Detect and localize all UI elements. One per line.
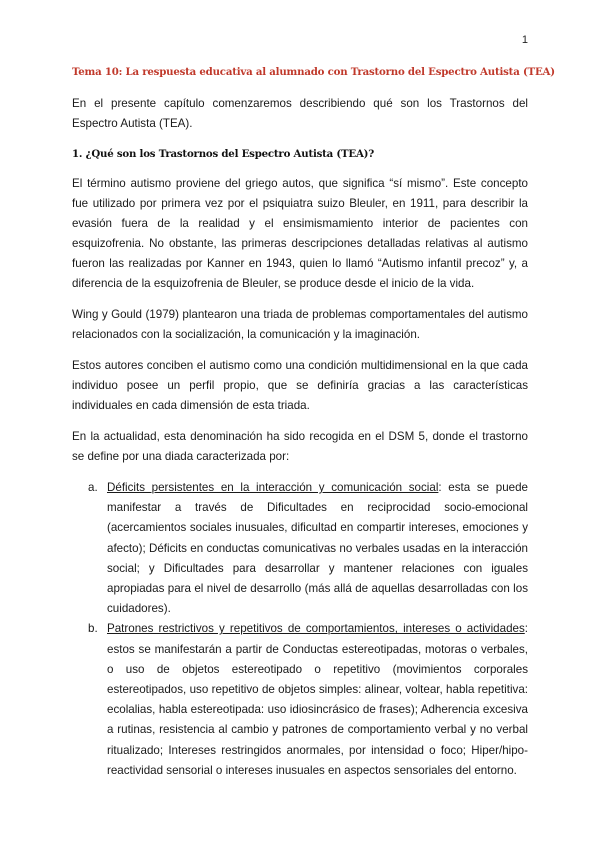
page-number: 1 — [521, 34, 528, 46]
section-heading: 1. ¿Qué son los Trastornos del Espectro Autista (TEA)? — [72, 148, 375, 160]
paragraph-origin: El término autismo proviene del griego autos, que significa “sí mismo”. Este concepto fue utilizado por primera vez por el psiquiatra suizo Bleuler, en 1911, para describir la evasión fuera de la realidad y el ensimismamiento interior de pacientes con esquizofrenia. No obstante, las primeras descripciones detalladas relativas al autismo fueron las realizadas por Kanner en 1943, quien lo llamó “Autismo infantil precoz” y, a diferencia de la esquizofrenia de Bleuler, se produce desde el inicio de la vida. — [72, 177, 528, 290]
paragraph-multidimensional: Estos autores conciben el autismo como una condición multidimensional en la que cada individuo posee un perfil propio, que se definiría gracias a las características individuales en cada dimensión de esta triada. — [72, 359, 528, 412]
intro-paragraph: En el presente capítulo comenzaremos describiendo qué son los Trastornos del Espectro Autista (TEA). — [72, 97, 528, 130]
list-marker: a. — [88, 481, 98, 494]
list-item-text: : esta se puede manifestar a través de Dificultades en reciprocidad socio-emocional (acercamientos sociales inusuales, dificultad en compartir intereses, emociones y afecto); Déficits en conductas comunicativas no verbales usadas en la interacción social; y Dificultades para desarrollar y mantener relaciones con iguales apropiadas para el nivel de desarrollo (más allá de aquellas desarrolladas con los cuidadores). — [107, 481, 528, 616]
document-body — [72, 66, 555, 781]
list-item-underlined: Patrones restrictivos y repetitivos de comportamientos, intereses o actividades — [107, 622, 525, 636]
list-marker: b. — [88, 622, 98, 636]
list-item-text: : estos se manifestarán a partir de Conductas estereotipadas, motoras o verbales, o uso de objetos estereotipado o repetitivo (movimientos corporales estereotipados, uso repetitivo de objetos simples: alinear, voltear, habla repetitiva: ecolalias, habla estereotipada: uso idiosincrásico de frases); Adherencia excesiva a rutinas, resistencia al cambio y patrones de comportamiento verbal y no verbal ritualizado; Intereses restringidos anormales, por intensidad o foco; Hiper/hipo-reactividad sensorial o intereses inusuales en aspectos sensoriales del entorno. — [107, 622, 528, 777]
chapter-title: Tema 10: La respuesta educativa al alumnado con Trastorno del Espectro Autista (TEA) — [72, 66, 555, 78]
list-item — [72, 619, 528, 781]
paragraph-wing-gould: Wing y Gould (1979) plantearon una triada de problemas comportamentales del autismo relacionados con la socialización, la comunicación y la imaginación. — [72, 308, 528, 341]
criteria-list — [72, 478, 528, 781]
list-item — [72, 478, 528, 619]
list-item-underlined: Déficits persistentes en la interacción y comunicación social — [107, 481, 439, 494]
paragraph-dsm5: En la actualidad, esta denominación ha sido recogida en el DSM 5, donde el trastorno se define por una diada caracterizada por: — [72, 430, 528, 463]
